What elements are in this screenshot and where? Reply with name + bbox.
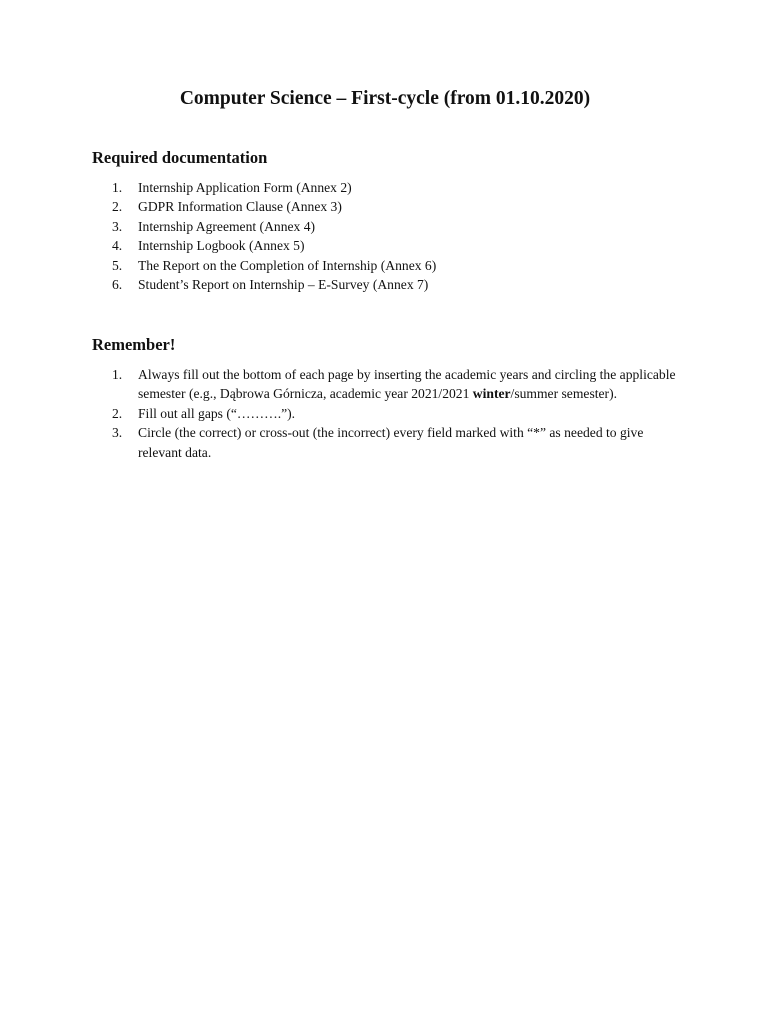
list-item-text: The Report on the Completion of Internship (Annex 6) (138, 257, 437, 273)
list-item (92, 256, 652, 275)
list-item-text: Fill out all gaps (“……….”). (138, 405, 296, 421)
list-item (92, 236, 652, 255)
list-item-text: GDPR Information Clause (Annex 3) (138, 199, 342, 215)
list-item (92, 217, 652, 236)
list-item-text: /summer semester). (510, 386, 618, 402)
list-item-text: Internship Logbook (Annex 5) (138, 238, 305, 254)
list-item-text: Internship Agreement (Annex 4) (138, 218, 316, 234)
page-title: Computer Science – First-cycle (from 01.10.2020) (179, 88, 591, 109)
list-item (92, 423, 682, 462)
list-item-text: Always fill out the bottom of each page by inserting the academic years and circling the applicable semester (e.g., Dąbrowa Górnicza, academic year 2021/2021 (138, 367, 676, 402)
list-item (92, 197, 652, 216)
list-item-number: 2. (112, 199, 123, 215)
list-item-number: 4. (112, 238, 123, 254)
remember-list (92, 365, 682, 462)
list-item-number: 6. (112, 277, 123, 293)
list-item-number: 1. (112, 180, 123, 195)
list-item-number: 2. (112, 405, 123, 421)
list-item-text: Student’s Report on Internship – E-Survey (Annex 7) (138, 277, 429, 293)
remember-heading: Remember! (92, 335, 176, 354)
list-item (92, 275, 652, 294)
list-item-bold-text: winter (472, 386, 511, 402)
list-item-number: 3. (112, 218, 123, 234)
list-item-number: 5. (112, 257, 123, 273)
list-item (92, 365, 682, 404)
list-item-number: 3. (112, 425, 123, 441)
list-item-number: 1. (112, 367, 123, 382)
required-documentation-heading: Required documentation (92, 148, 268, 167)
list-item-text: Circle (the correct) or cross-out (the incorrect) every field marked with “*” as needed to give relevant data. (138, 425, 644, 460)
list-item (92, 178, 652, 197)
list-item (92, 404, 682, 423)
list-item-text: Internship Application Form (Annex 2) (138, 180, 352, 195)
required-documentation-list (92, 178, 652, 294)
